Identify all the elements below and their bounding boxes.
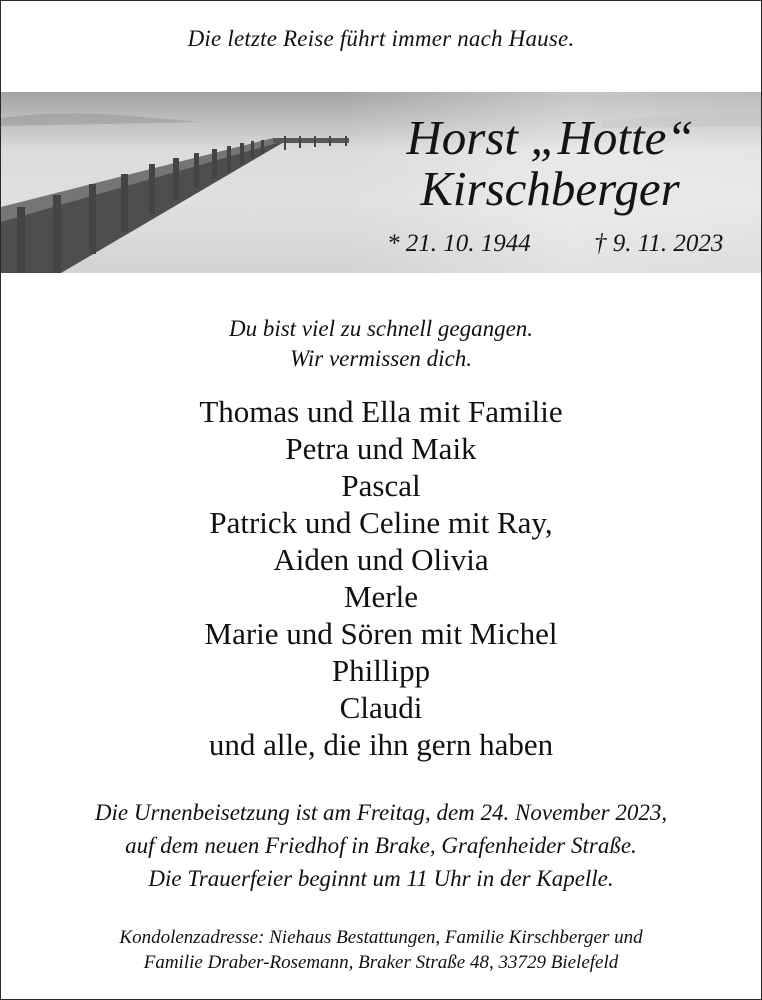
condolence-address-line2: Familie Draber-Rosemann, Braker Straße 48, 33729 Bielefeld (143, 952, 619, 973)
death-date: † 9. 11. 2023 (594, 230, 724, 257)
deceased-name-line2: Kirschberger (420, 161, 680, 216)
mourner-line: Patrick und Celine mit Ray, (209, 505, 553, 540)
funeral-info-line2: auf dem neuen Friedhof in Brake, Grafenheider Straße. (125, 833, 637, 858)
mourner-line: Petra und Maik (285, 431, 477, 466)
birth-date: * 21. 10. 1944 (387, 230, 531, 257)
mourner-line: Merle (343, 579, 419, 614)
quote-line2: Wir vermissen dich. (289, 346, 473, 371)
funeral-info-line3: Die Trauerfeier beginnt um 11 Uhr in der Kapelle. (148, 866, 614, 891)
mourner-line: und alle, die ihn gern haben (208, 727, 554, 762)
mourner-line: Pascal (341, 468, 421, 503)
mourner-line: Claudi (339, 690, 423, 725)
mourner-line: Thomas und Ella mit Familie (199, 394, 563, 429)
condolence-address-line1: Kondolenzadresse: Niehaus Bestattungen, Familie Kirschberger und (119, 927, 643, 948)
quote-line1: Du bist viel zu schnell gegangen. (228, 316, 534, 341)
mourner-line: Marie und Sören mit Michel (204, 616, 558, 651)
deceased-name-line1: Horst „Hotte“ (406, 110, 694, 165)
mourner-line: Phillipp (331, 653, 431, 688)
mourner-line: Aiden und Olivia (273, 542, 489, 577)
funeral-info-line1: Die Urnenbeisetzung ist am Freitag, dem 24. November 2023, (94, 800, 668, 825)
motto: Die letzte Reise führt immer nach Hause. (187, 26, 575, 51)
